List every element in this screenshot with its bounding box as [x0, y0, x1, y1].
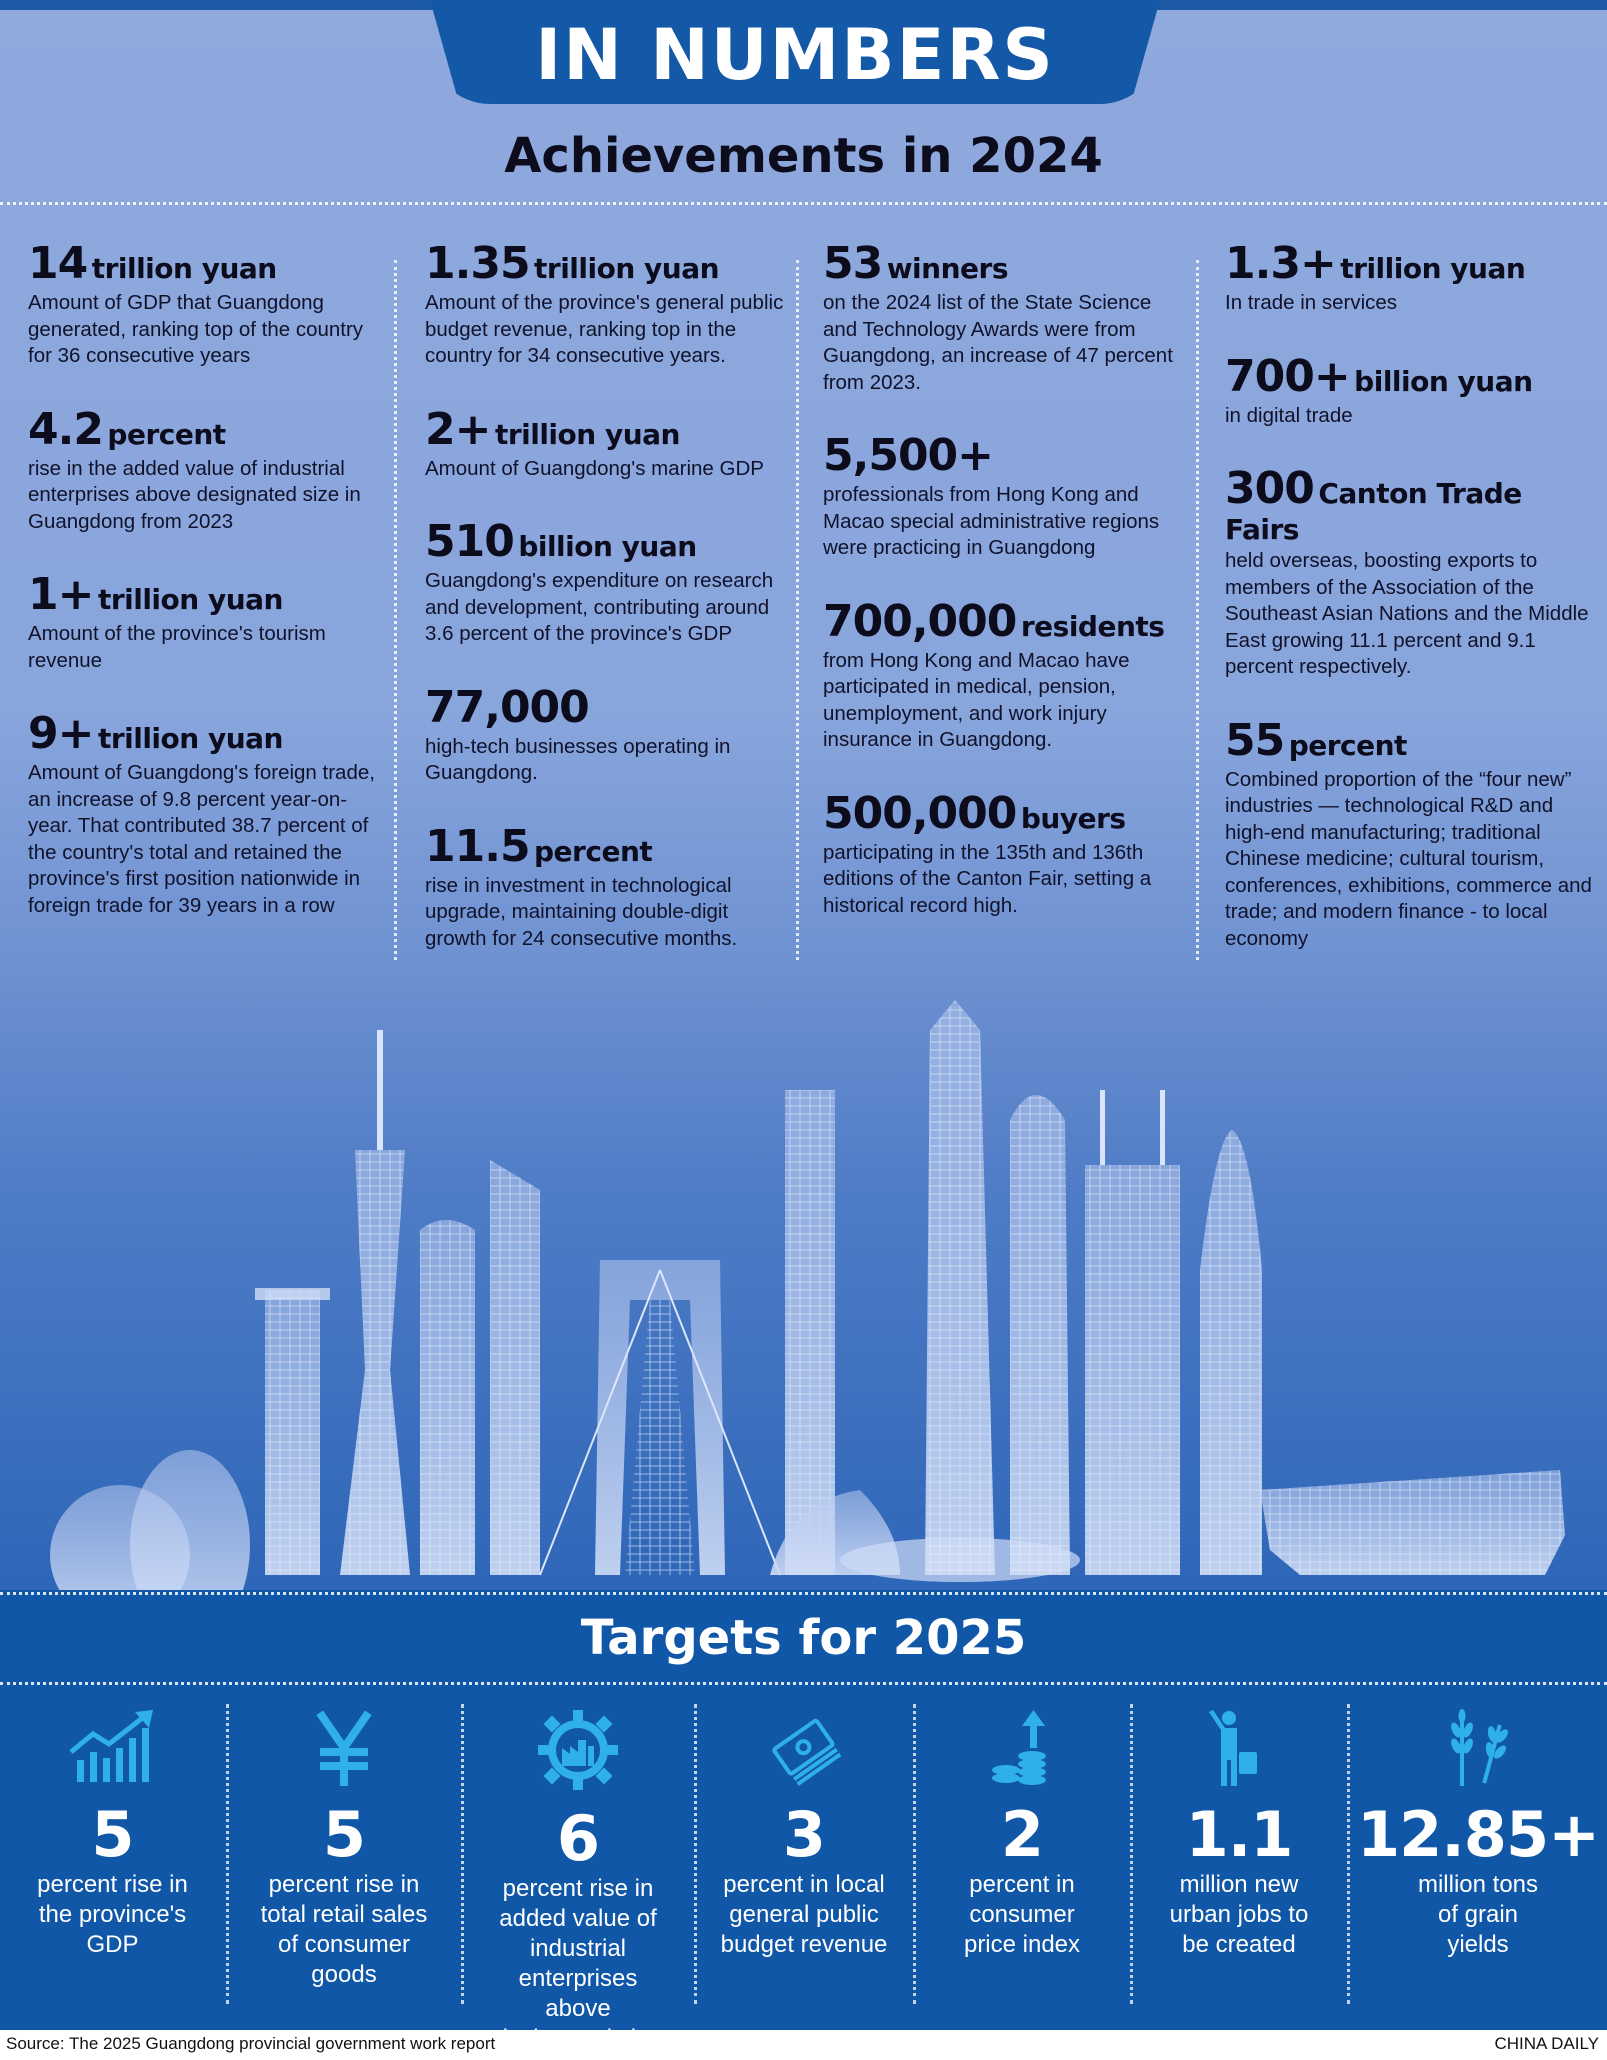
- column-divider: [796, 260, 799, 960]
- target-desc: percent rise in the province's GDP: [37, 1871, 188, 1958]
- building-tower-3: [490, 1160, 540, 1575]
- target-value: 6: [556, 1802, 600, 1875]
- achievement-value: 510: [425, 516, 514, 567]
- achievement-item: [425, 240, 785, 370]
- achievement-unit: trillion yuan: [494, 417, 680, 451]
- target-gdp: [0, 1700, 225, 1960]
- achievement-item: [28, 571, 388, 674]
- coins-arrow-icon: [982, 1708, 1062, 1788]
- source-note: Source: The 2025 Guangdong provincial government work report: [6, 2034, 496, 2053]
- yuan-icon: [304, 1708, 384, 1788]
- achievement-value: 77,000: [425, 681, 589, 733]
- achievement-value: 1.3+: [1225, 238, 1336, 289]
- target-value: 1.1: [1185, 1798, 1293, 1871]
- achievement-item: [425, 518, 785, 648]
- achievement-desc: Amount of the province's general public budget revenue, ranking top in the country for 34 consecutive years.: [425, 291, 784, 367]
- achievement-value: 1+: [28, 569, 94, 620]
- achievement-unit: billion yuan: [518, 530, 697, 563]
- achievement-item: [823, 595, 1183, 754]
- city-skyline-illustration: [0, 970, 1607, 1590]
- achievement-unit: trillion yuan: [91, 252, 277, 285]
- achievement-desc: rise in the added value of industrial enterprises above designated size in Guangdong from 2023: [28, 456, 361, 533]
- achievement-desc: professionals from Hong Kong and Macao special administrative regions were practicing in Guangdong: [823, 483, 1160, 559]
- targets-title: Targets for 2025: [580, 1610, 1027, 1666]
- achievement-desc: Amount of Guangdong's marine GDP: [425, 456, 764, 480]
- achievement-desc: Amount of the province's tourism revenue: [28, 622, 326, 672]
- banknotes-icon: [764, 1708, 844, 1788]
- targets-row: [0, 1700, 1607, 2030]
- achievement-value: 9+: [28, 708, 94, 759]
- target-value: 3: [782, 1798, 826, 1871]
- achievement-unit: trillion yuan: [97, 583, 283, 616]
- achievement-item: [1225, 240, 1595, 317]
- achievement-item: [425, 681, 785, 787]
- achievement-value: 1.35: [425, 238, 530, 289]
- achievement-item: [28, 240, 388, 370]
- achievement-item: [1225, 465, 1595, 681]
- achievement-unit: trillion yuan: [97, 722, 283, 755]
- achievement-item: [823, 787, 1183, 920]
- achievement-desc: held overseas, boosting exports to members of the Association of the Southeast Asian Nations and the Middle East growing 11.1 percent and 9.1 percent respectively.: [1225, 549, 1589, 678]
- achievement-value: 500,000: [823, 787, 1017, 839]
- achievement-desc: high-tech businesses operating in Guangdong.: [425, 734, 731, 784]
- target-desc: percent rise in total retail sales of consumer goods: [260, 1871, 428, 1988]
- target-desc: percent in local general public budget revenue: [720, 1871, 888, 1958]
- achievement-item: [1225, 714, 1595, 953]
- achievement-desc: Combined proportion of the “four new” industries — technological R&D and high-end manufacturing; traditional Chinese medicine; cultural tourism, conferences, exhibitions, commerce and trade; and modern finance - to local economy: [1225, 767, 1592, 950]
- building-pavilion-right: [1260, 1470, 1565, 1575]
- building-tower-5: [925, 1000, 995, 1575]
- building-tower-2: [420, 1220, 475, 1575]
- achievement-desc: Amount of GDP that Guangdong generated, ranking top of the country for 36 consecutive years: [28, 291, 364, 367]
- target-desc: million tons of grain yields: [1417, 1871, 1539, 1958]
- building-tower-7: [1085, 1090, 1180, 1575]
- footer: [0, 2030, 1607, 2060]
- achievement-item: [425, 403, 785, 483]
- achievement-desc: on the 2024 list of the State Science and Technology Awards were from Guangdong, an increase of 47 percent from 2023.: [823, 291, 1173, 394]
- target-desc: percent in consumer price index: [963, 1871, 1081, 1958]
- achievement-unit: billion yuan: [1354, 364, 1533, 398]
- building-tower-1: [255, 1288, 330, 1575]
- achievement-unit: residents: [1020, 609, 1165, 643]
- achievement-value: 53: [823, 238, 883, 289]
- achievement-unit: trillion yuan: [534, 252, 720, 285]
- achievement-item: [1225, 350, 1595, 430]
- target-value: 2: [1000, 1798, 1044, 1871]
- target-industrial: [463, 1700, 693, 2054]
- achievement-item: [28, 403, 388, 536]
- achievement-desc: participating in the 135th and 136th editions of the Canton Fair, setting a historical record high.: [823, 840, 1152, 917]
- achievement-item: [823, 240, 1183, 396]
- bridge-pylon: [540, 1260, 780, 1575]
- target-desc: million new urban jobs to be created: [1169, 1871, 1309, 1958]
- building-tower-8: [1200, 1130, 1262, 1575]
- achievement-item: [823, 432, 1183, 562]
- achievement-unit: percent: [534, 834, 653, 868]
- achievement-value: 700+: [1225, 350, 1350, 402]
- achievement-unit: trillion yuan: [1340, 252, 1526, 285]
- column-divider: [394, 260, 397, 960]
- achievements-title: Achievements in 2024: [504, 128, 1103, 184]
- achievement-value: 55: [1225, 714, 1285, 766]
- target-value: 12.85+: [1356, 1798, 1600, 1871]
- target-budget: [696, 1700, 912, 1960]
- achievement-desc: in digital trade: [1225, 403, 1353, 427]
- job-seeker-icon: [1199, 1708, 1279, 1788]
- wheat-icon: [1438, 1708, 1518, 1788]
- target-retail: [228, 1700, 460, 1990]
- achievement-unit: winners: [886, 252, 1008, 285]
- achievement-desc: In trade in services: [1225, 291, 1398, 314]
- achievement-value: 2+: [425, 403, 491, 455]
- dotted-divider-top: [0, 202, 1607, 205]
- target-jobs: [1132, 1700, 1346, 1960]
- building-tower-6: [1010, 1095, 1070, 1575]
- dotted-divider-targets-mid: [0, 1682, 1607, 1685]
- chart-growth-icon: [65, 1708, 161, 1788]
- target-cpi: [915, 1700, 1129, 1960]
- achievement-item: [425, 820, 785, 953]
- achievement-unit: percent: [1288, 728, 1407, 762]
- achievement-value: 300: [1225, 463, 1314, 514]
- credit-label: CHINA DAILY: [1494, 2034, 1599, 2053]
- target-value: 5: [91, 1798, 134, 1871]
- achievement-column-4: [1225, 240, 1595, 988]
- achievement-unit: Canton Trade Fairs: [1225, 477, 1522, 546]
- achievement-column-2: [425, 240, 785, 988]
- achievement-value: 700,000: [823, 595, 1017, 647]
- achievement-column-3: [823, 240, 1183, 955]
- achievement-value: 11.5: [425, 820, 530, 872]
- dotted-divider-targets-top: [0, 1592, 1607, 1595]
- column-divider: [1196, 260, 1199, 960]
- achievement-unit: percent: [107, 417, 226, 451]
- achievement-item: [28, 710, 388, 919]
- building-dome-left: [50, 1450, 250, 1590]
- canton-tower: [340, 1030, 410, 1575]
- achievement-desc: rise in investment in technological upgrade, maintaining double-digit growth for 24 consecutive months.: [425, 873, 738, 950]
- achievement-desc: Amount of Guangdong's foreign trade, an increase of 9.8 percent year-on-year. That contributed 38.7 percent of the country's total and retained the province's first position nationwide in foreign trade for 39 years in a row: [28, 761, 375, 917]
- achievement-desc: from Hong Kong and Macao have participated in medical, pension, unemployment, and work injury insurance in Guangdong.: [823, 648, 1130, 751]
- factory-gear-icon: [536, 1708, 620, 1792]
- page-title: IN NUMBERS: [535, 14, 1055, 96]
- achievement-value: 4.2: [28, 403, 103, 455]
- target-grain: [1349, 1700, 1607, 1960]
- achievement-value: 14: [28, 238, 88, 289]
- achievement-value: 5,500+: [823, 430, 994, 481]
- target-desc: percent rise in added value of industrial enterprises above: [499, 1875, 657, 2022]
- achievement-column-1: [28, 240, 388, 955]
- achievements-columns: [0, 240, 1607, 970]
- target-value: 5: [322, 1798, 366, 1871]
- achievement-unit: buyers: [1020, 801, 1126, 835]
- achievement-desc: Guangdong's expenditure on research and development, contributing around 3.6 percent of the province's GDP: [425, 569, 774, 645]
